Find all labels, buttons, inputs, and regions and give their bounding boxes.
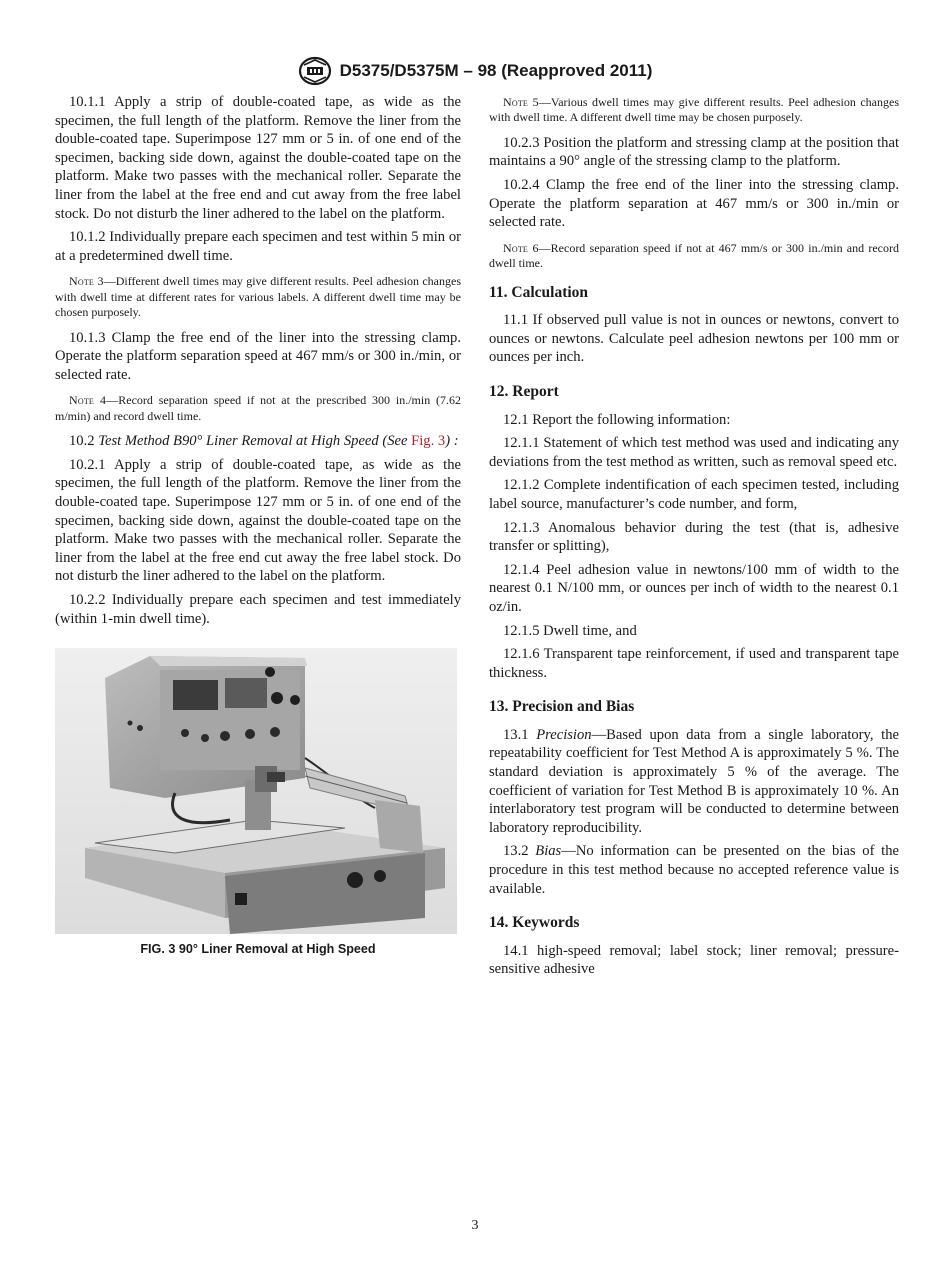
figure-3-caption: FIG. 3 90° Liner Removal at High Speed: [140, 942, 376, 957]
paragraph-10-2-1: 10.2.1 Apply a strip of double-coated tape, as wide as the specimen, the full length of the platform. Remove the liner from the double-coated tape. Superimpose 127 mm or 5 in. of one end of the specimen, backing side down, against the double-coated tape on the platform. Make two passes with the mechanical roller. Separate the liner from the label at the free end cut away the free label stock. Do not disturb the liner adhered to the label on the platform.: [55, 456, 461, 585]
paragraph-10-1-2: 10.1.2 Individually prepare each specimen and test within 5 min or at a predetermined dwell time.: [55, 229, 461, 264]
paragraph-10-1-1: 10.1.1 Apply a strip of double-coated tape, as wide as the specimen, the full length of the platform. Remove the liner from the double-coated tape. Superimpose 127 mm or 5 in. of one end of the specimen, backing side down, against the double-coated tape on the platform. Make two passes with the mechanical roller. Separate the liner from the label at the free end and cut away from the free label stock. Do not disturb the liner adhered to the label on the platform.: [55, 94, 461, 222]
page-header: [0, 56, 950, 86]
precision-term: Precision: [536, 726, 592, 743]
section-12-heading: 12. Report: [489, 382, 559, 400]
section-11-heading: 11. Calculation: [489, 283, 589, 301]
paragraph-10-2-3: 10.2.3 Position the platform and stressing clamp at the position that maintains a 90° angle of the stressing clamp to the platform.: [489, 134, 899, 170]
section-14-heading: 14. Keywords: [489, 914, 580, 932]
paragraph-13-2-text: —No information can be presented on the bias of the procedure in this test method because no accepted reference value is available.: [489, 843, 900, 897]
note-4-text: —Record separation speed if not at the prescribed 300 in./min (7.62 m/min) and record dwell time.: [55, 393, 462, 423]
note-3: [55, 274, 461, 320]
paragraph-13-1: [489, 726, 899, 838]
note-6-text: —Record separation speed if not at 467 mm/s or 300 in./min and record dwell time.: [489, 240, 899, 271]
paragraph-12-1-3: 12.1.3 Anomalous behavior during the test (that is, adhesive transfer or splitting),: [489, 519, 899, 555]
paragraph-10-2: [55, 432, 461, 451]
right-column: [489, 93, 899, 984]
paragraph-10-2-4: 10.2.4 Clamp the free end of the liner into the stressing clamp. Operate the platform separation at 467 mm/s or 300 in./min or selected rate.: [489, 177, 899, 231]
section-13-heading: 13. Precision and Bias: [489, 698, 635, 716]
paragraph-14-1: 14.1 high-speed removal; label stock; liner removal; pressure-sensitive adhesive: [489, 942, 899, 978]
figure-3: [55, 648, 461, 959]
paragraph-13-1-number: 13.1: [503, 726, 537, 743]
note-6-label: Note 6: [503, 240, 539, 255]
note-4: [55, 393, 461, 424]
paragraph-12-1-2: 12.1.2 Complete indentification of each specimen tested, including label source, manufacturer’s code number, and form,: [489, 477, 899, 512]
paragraph-13-2-number: 13.2: [503, 843, 536, 860]
paragraph-12-1-1: 12.1.1 Statement of which test method was used and indicating any deviations from the test method as written, such as removal speed etc.: [489, 435, 899, 470]
astm-logo-icon: [298, 56, 332, 86]
paragraph-10-2-number: 10.2: [69, 433, 99, 450]
paragraph-10-2-2: 10.2.2 Individually prepare each specimen and test immediately (within 1-min dwell time).: [55, 591, 461, 627]
paragraph-10-2-end: ) :: [445, 433, 459, 450]
left-column: [55, 93, 461, 959]
paragraph-12-1-4: 12.1.4 Peel adhesion value in newtons/100 mm of width to the nearest 0.1 N/100 mm, or ounces per inch of width to the nearest 0.1 oz/in.: [489, 561, 899, 615]
note-4-label: Note 4: [69, 393, 107, 408]
note-5-label: Note 5: [503, 95, 539, 109]
paragraph-12-1-6: 12.1.6 Transparent tape reinforcement, if used and transparent tape thickness.: [489, 646, 899, 681]
paragraph-12-1: 12.1 Report the following information:: [503, 411, 731, 428]
note-6: [489, 241, 899, 272]
note-3-text: —Different dwell times may give different results. Peel adhesion changes with dwell time at different rates for various labels. A different dwell time may be chosen purposely.: [55, 274, 461, 320]
paragraph-13-2: [489, 842, 899, 898]
note-5: [489, 95, 899, 126]
document-designation: D5375/D5375M – 98 (Reapproved 2011): [339, 61, 653, 80]
paragraph-10-2-title: Test Method B90° Liner Removal at High Speed (See: [98, 433, 412, 450]
page-number: 3: [471, 1218, 479, 1233]
fig-3-link[interactable]: Fig. 3: [411, 433, 446, 450]
paragraph-12-1-5: 12.1.5 Dwell time, and: [503, 622, 637, 639]
paragraph-11-1: 11.1 If observed pull value is not in ounces or newtons, convert to ounces or newtons. Calculate peel adhesion newtons per 100 mm or ounces per inch.: [489, 312, 899, 366]
bias-term: Bias: [535, 843, 562, 860]
note-5-text: —Various dwell times may give different results. Peel adhesion changes with dwell time. A different dwell time may be chosen purposely.: [489, 95, 899, 125]
liner-removal-apparatus-photo: [55, 648, 457, 934]
paragraph-13-1-text: —Based upon data from a single laboratory, the repeatability coefficient for Test Method A is approximately 5 %. The standard deviation is approximately 5 % of the average. The coefficient of variation for Test Method B is approximately 10 %. An interlaboratory test program will be conducted to determine between laboratory reproducibility.: [489, 726, 900, 836]
paragraph-10-1-3: 10.1.3 Clamp the free end of the liner into the stressing clamp. Operate the platform separation speed at 467 mm/s or 300 in./min, or selected rate.: [55, 329, 461, 383]
note-3-label: Note 3: [69, 274, 104, 289]
